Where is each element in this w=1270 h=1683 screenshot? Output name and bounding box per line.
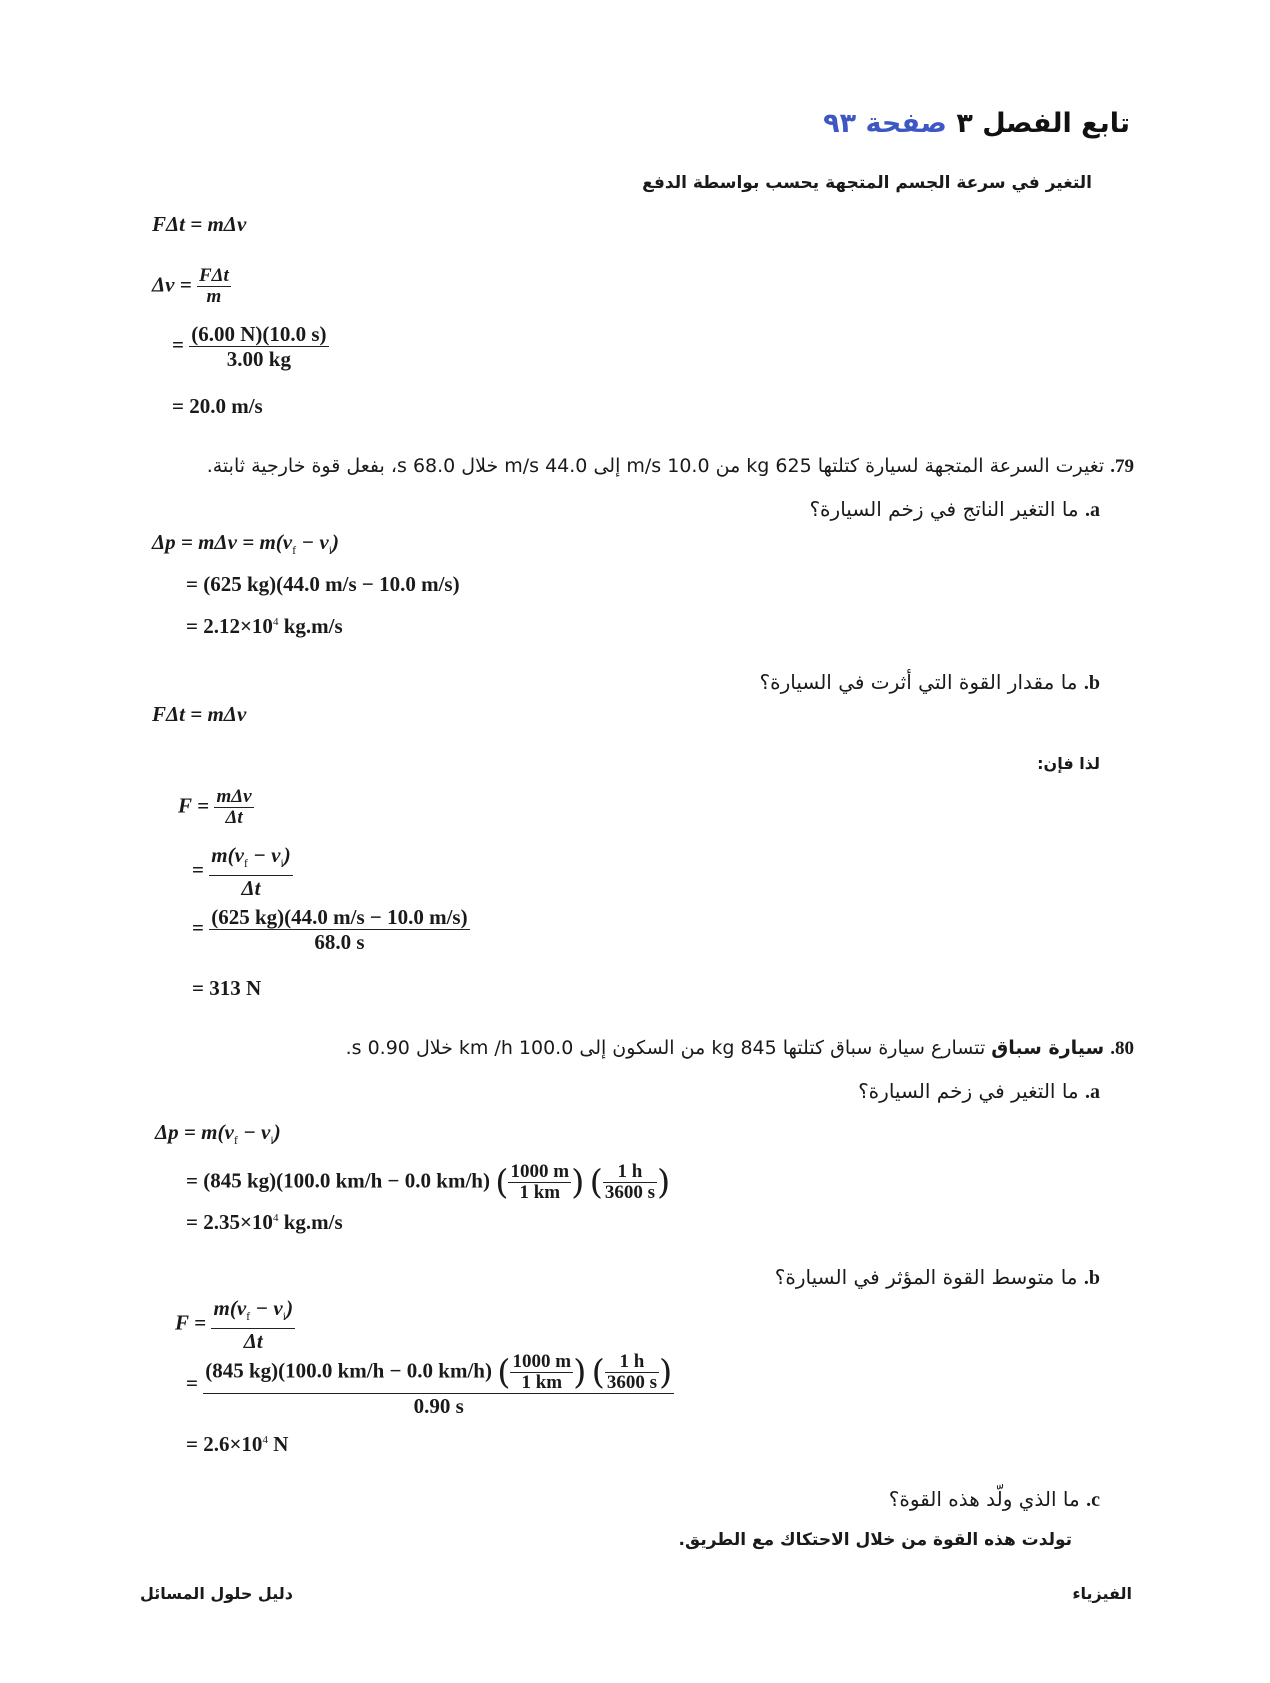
average-force-substitution: = (845 kg)(100.0 km/h − 0.0 km/h) ( $\frac{1000 m}{1 km}$ ) ( $\frac{1 h}{3600 s}$ ) 0.90 s (186, 1351, 673, 1418)
question-text: تتسارع سيارة سباق كتلتها 845 kg من السكون إلى 100.0 km /h خلال 0.90 s. (345, 1037, 986, 1059)
part-text: ما الذي ولّد هذه القوة؟ (888, 1487, 1080, 1511)
denominator: Δt (243, 1329, 263, 1354)
conversion-factor-km (508, 1162, 571, 1203)
result-exponent: 4 (262, 1434, 268, 1446)
impulse-equation: FΔt = mΔv (152, 212, 247, 236)
fraction (214, 787, 253, 828)
fraction: (845 kg)(100.0 km/h − 0.0 km/h) ( $\frac{1000 m}{1 km}$ ) ( $\frac{1 h}{3600 s}$ ) 0.90 s (205, 1351, 673, 1418)
result-exponent: 4 (272, 1212, 279, 1224)
denominator: Δt (225, 807, 243, 828)
part-text: ما التغير في زخم السيارة؟ (858, 1079, 1079, 1103)
conversion-factor-km (510, 1352, 573, 1393)
impulse-equation-b: FΔt = mΔv (152, 702, 247, 726)
question-80 (346, 1037, 1134, 1060)
delta-v-equation (152, 266, 231, 307)
momentum-result (186, 614, 343, 639)
equation-lhs: Δv = (152, 272, 192, 297)
average-force-equation: F = $\frac{m(v_f - v_i)}{\Delta t}$ (175, 1296, 294, 1354)
part-label: b. (1083, 672, 1100, 694)
denominator: Δt (241, 876, 261, 901)
denominator: 1 km (521, 1372, 563, 1393)
footer-guide: دليل حلول المسائل (140, 1584, 293, 1603)
question-80-part-b (775, 1265, 1100, 1290)
question-80-part-a (858, 1079, 1100, 1104)
part-c-answer: تولدت هذه القوة من خلال الاحتكاك مع الطريق. (678, 1530, 1072, 1550)
momentum-result-80 (186, 1210, 343, 1235)
part-label: a. (1085, 1081, 1100, 1103)
result-unit: N (267, 1432, 289, 1456)
conversion-factor-hour (603, 1162, 657, 1203)
numerator: 1000 m (512, 1351, 572, 1372)
part-text: ما متوسط القوة المؤثر في السيارة؟ (774, 1265, 1078, 1289)
result-base: = 2.6×10 (186, 1432, 263, 1456)
denominator: 3.00 kg (226, 347, 291, 371)
force-result: = 313 N (192, 976, 262, 1000)
force-substitution: = $\frac{(625 kg)(44.0 m/s - 10.0 m/s)}{68.0 s}$ (192, 905, 468, 954)
part-label: c. (1086, 1489, 1100, 1511)
numerator: mΔv (216, 786, 252, 807)
part-label: b. (1083, 1267, 1100, 1289)
question-80-part-c (889, 1487, 1100, 1512)
question-term: سيارة سباق (991, 1037, 1105, 1059)
substitution-main: = (845 kg)(100.0 km/h − 0.0 km/h) (186, 1168, 490, 1193)
question-79-part-b (759, 670, 1100, 695)
question-text: تغيرت السرعة المتجهة لسيارة كتلتها 625 kg من 10.0 m/s إلى 44.0 m/s خلال 68.0 s، بفعل قوة خارجية ثابتة. (206, 455, 1105, 477)
momentum-change-equation-80: $\Delta p = m(v_f - v_i)$ (155, 1120, 281, 1148)
fraction: $\frac{m(v_f - v_i)}{\Delta t}$ (213, 1296, 294, 1354)
page-heading (823, 108, 1130, 139)
momentum-change-equation: $\Delta p = m\Delta v = m(v_f - v_i)$ (152, 530, 340, 558)
delta-v-substitution: = $\frac{(6.00 N)(10.0 s)}{3.00 kg}$ (172, 322, 327, 371)
numerator: (625 kg)(44.0 m/s − 10.0 m/s) (211, 905, 468, 929)
force-expansion: = $\frac{m(v_f - v_i)}{\Delta t}$ (192, 843, 291, 901)
numerator: 1000 m (510, 1161, 570, 1182)
result-unit: kg.m/s (278, 614, 343, 638)
denominator: 0.90 s (413, 1394, 464, 1418)
momentum-substitution: = (625 kg)(44.0 m/s − 10.0 m/s) (186, 572, 460, 596)
conversion-factor-hour (605, 1352, 659, 1393)
momentum-substitution-80: = (845 kg)(100.0 km/h − 0.0 km/h) ( $\frac{1000 m}{1 km}$ ) ( $\frac{1 h}{3600 s}$ ) (186, 1161, 671, 1203)
denominator: 68.0 s (314, 930, 365, 954)
footer-subject: الفيزياء (1072, 1584, 1132, 1603)
fraction (189, 322, 328, 371)
numerator-main: (845 kg)(100.0 km/h − 0.0 km/h) (205, 1358, 492, 1383)
part-text: ما مقدار القوة التي أثرت في السيارة؟ (759, 670, 1078, 694)
result-unit: kg.m/s (278, 1210, 343, 1234)
fraction (209, 905, 469, 954)
numerator: FΔt (198, 265, 229, 286)
denominator: m (206, 286, 222, 307)
part-label: a. (1085, 499, 1100, 521)
denominator: 3600 s (606, 1372, 657, 1393)
part-text: ما التغير الناتج في زخم السيارة؟ (809, 497, 1079, 521)
result-base: = 2.12×10 (186, 614, 273, 638)
question-number: 79. (1110, 456, 1134, 477)
question-79-part-a (809, 497, 1100, 522)
result-exponent: 4 (272, 616, 279, 628)
page-reference: صفحة ٩٣ (823, 108, 947, 139)
section-subtitle: التغير في سرعة الجسم المتجهة يحسب بواسطة الدفع (642, 173, 1092, 193)
result-base: = 2.35×10 (186, 1210, 273, 1234)
denominator: 1 km (519, 1182, 561, 1203)
numerator: 1 h (619, 1351, 645, 1372)
denominator: 3600 s (604, 1182, 655, 1203)
numerator: (6.00 N)(10.0 s) (191, 322, 327, 346)
question-79 (207, 455, 1134, 478)
therefore-label: لذا فإن: (1037, 754, 1100, 773)
numerator: 1 h (617, 1161, 643, 1182)
average-force-result (186, 1432, 288, 1457)
delta-v-result: = 20.0 m/s (172, 394, 263, 418)
fraction (197, 266, 231, 307)
chapter-title: تابع الفصل ٣ (956, 108, 1130, 139)
force-equation: F = $\frac{\text{mΔv}}{\Delta t}$ (178, 786, 252, 828)
question-number: 80. (1110, 1038, 1134, 1059)
fraction: $\frac{m(v_f - v_i)}{\Delta t}$ (211, 843, 291, 901)
